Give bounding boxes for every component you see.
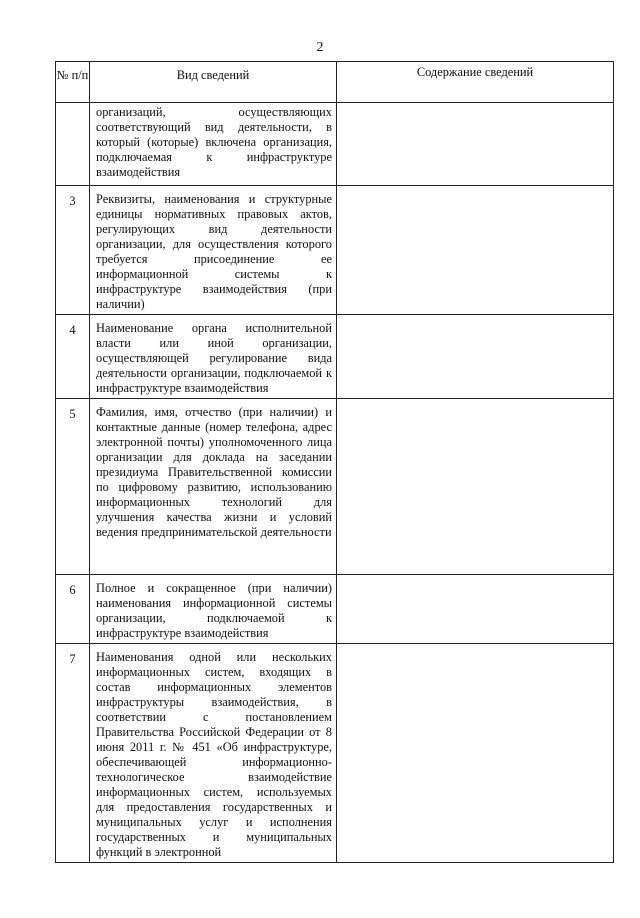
- row-content: [337, 399, 614, 575]
- row-kind: организаций, осуществляющих соответствующий вид деятельности, в который (которые) включена организация, подключаемая к инфраструктуре взаимодействия: [90, 103, 337, 186]
- row-num: 7: [56, 644, 90, 863]
- row-kind: Фамилия, имя, отчество (при наличии) и контактные данные (номер телефона, адрес электронной почты) уполномоченного лица организации для доклада на заседании президиума Правительственной комиссии по цифровому развитию, использованию информационных технологий для улучшения качества жизни и условий ведения предпринимательской деятельности: [90, 399, 337, 575]
- row-kind: Наименования одной или нескольких информационных систем, входящих в состав информационных элементов инфраструктуры взаимодействия, в соответствии с постановлением Правительства Российской Федерации от 8 июня 2011 г. № 451 «Об инфраструктуре, обеспечивающей информационно-технологическое взаимодействие информационных систем, используемых для предоставления государственных и муниципальных услуг и исполнения государственных и муниципальных функций в электронной: [90, 644, 337, 863]
- header-num: № п/п: [56, 62, 90, 103]
- row-num: 5: [56, 399, 90, 575]
- row-num: 3: [56, 186, 90, 315]
- info-table: [55, 61, 614, 863]
- page-number: 2: [316, 40, 324, 55]
- row-kind: Реквизиты, наименования и структурные единицы нормативных правовых актов, регулирующих вид деятельности организации, для осуществления которого требуется присоединение ее информационной системы к инфраструктуре взаимодействия (при наличии): [90, 186, 337, 315]
- row-content: [337, 186, 614, 315]
- row-num: [56, 103, 90, 186]
- row-content: [337, 575, 614, 644]
- header-content: Содержание сведений: [337, 62, 614, 103]
- row-content: [337, 103, 614, 186]
- row-kind: Полное и сокращенное (при наличии) наименования информационной системы организации, подключаемой к инфраструктуре взаимодействия: [90, 575, 337, 644]
- table-row: [56, 644, 614, 863]
- table-row: [56, 103, 614, 186]
- table-row: [56, 575, 614, 644]
- row-content: [337, 644, 614, 863]
- table-row: [56, 399, 614, 575]
- table-header-row: [56, 62, 614, 103]
- row-kind: Наименование органа исполнительной власти или иной организации, осуществляющей регулирование вида деятельности организации, подключаемой к инфраструктуре взаимодействия: [90, 315, 337, 399]
- row-content: [337, 315, 614, 399]
- header-kind: Вид сведений: [90, 62, 337, 103]
- table-row: [56, 315, 614, 399]
- table-row: [56, 186, 614, 315]
- row-num: 6: [56, 575, 90, 644]
- row-num: 4: [56, 315, 90, 399]
